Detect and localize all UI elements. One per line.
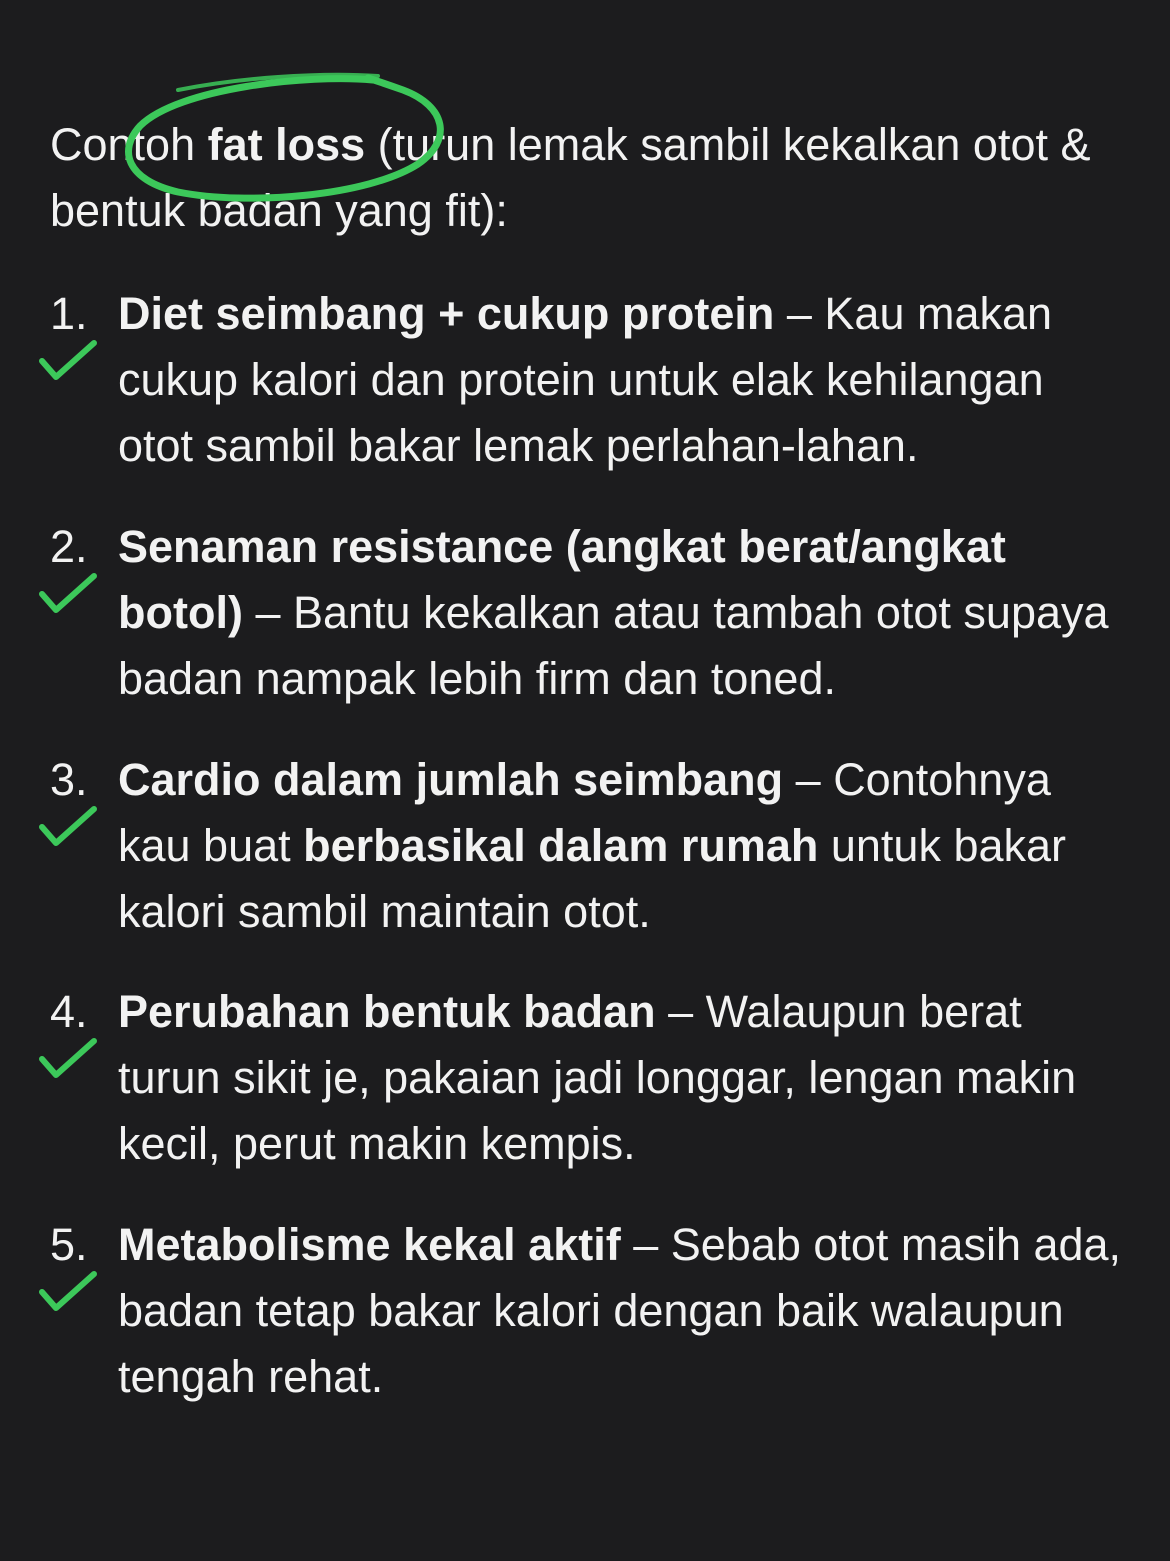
item-body: – Walaupun berat turun sikit je, pakaian jadi longgar, lengan makin kecil, perut makin kempis.	[118, 986, 1077, 1169]
item-bold: Cardio dalam jumlah seimbang	[118, 754, 784, 805]
item-bold: Perubahan bentuk badan	[118, 986, 656, 1037]
item-number: 1.	[50, 288, 88, 339]
item-text	[118, 979, 1128, 1177]
check-mark-icon	[36, 1268, 100, 1318]
check-mark-icon	[36, 570, 100, 620]
item-text	[118, 1212, 1128, 1410]
item-number: 3.	[50, 754, 88, 805]
intro-highlight: fat loss	[207, 119, 366, 170]
intro-lead: Contoh	[50, 119, 208, 170]
item-body: – Bantu kekalkan atau tambah otot supaya badan nampak lebih firm dan toned.	[118, 587, 1109, 704]
check-mark-icon	[36, 803, 100, 853]
item-number: 5.	[50, 1219, 88, 1270]
item-bold: Metabolisme kekal aktif	[118, 1219, 621, 1270]
item-body: – Contohnya kau buat	[118, 754, 1051, 871]
item-text	[118, 747, 1128, 945]
item-body-2: untuk bakar kalori sambil maintain otot.	[118, 820, 1067, 937]
item-bold-2: berbasikal dalam rumah	[303, 820, 819, 871]
intro-rest: (turun lemak sambil kekalkan otot & bentuk badan yang fit):	[50, 119, 1091, 236]
check-mark-icon	[36, 1035, 100, 1085]
check-mark-icon	[36, 337, 100, 387]
item-bold: Senaman resistance (angkat berat/angkat botol)	[118, 521, 1006, 638]
item-text	[118, 514, 1128, 712]
item-bold: Diet seimbang + cukup protein	[118, 288, 775, 339]
item-text	[118, 281, 1128, 479]
item-number: 2.	[50, 521, 88, 572]
item-number: 4.	[50, 986, 88, 1037]
item-body: – Sebab otot masih ada, badan tetap bakar kalori dengan baik walaupun tengah rehat.	[118, 1219, 1122, 1402]
item-body: – Kau makan cukup kalori dan protein untuk elak kehilangan otot sambil bakar lemak perlahan-lahan.	[118, 288, 1053, 471]
